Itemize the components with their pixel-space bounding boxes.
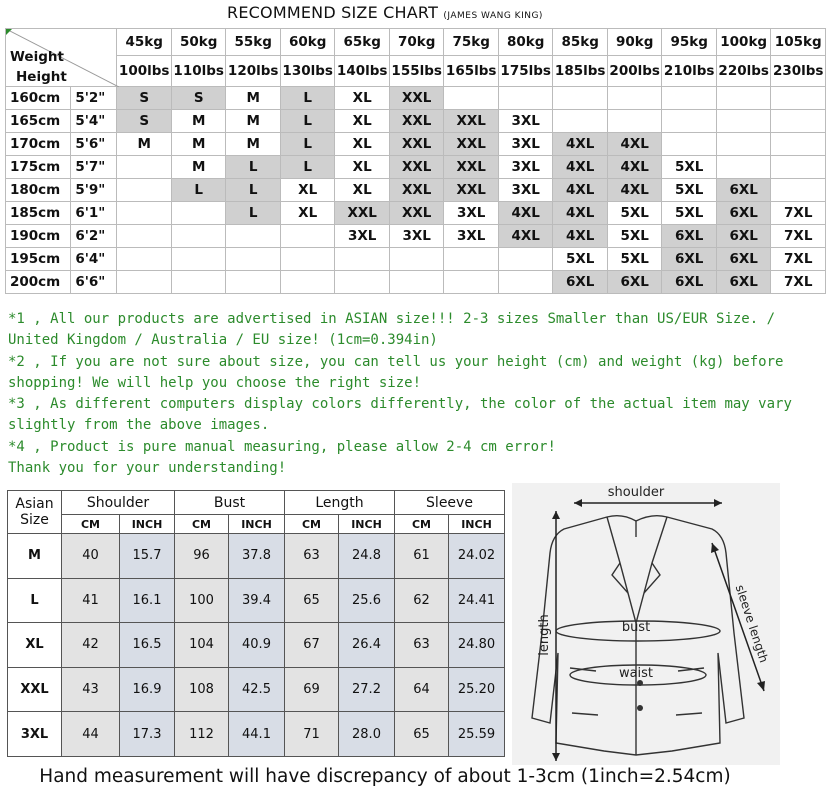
size-label: Size (20, 512, 49, 528)
size-cell: XL (335, 110, 390, 133)
size-label-cell: XXL (8, 667, 62, 712)
size-cell (389, 248, 444, 271)
table-row (6, 248, 826, 271)
cm-value-cell: 108 (175, 667, 229, 712)
unit-inch-header: INCH (339, 515, 395, 534)
height-ft-cell: 6'6" (71, 271, 117, 294)
inch-value-cell: 24.80 (449, 623, 505, 668)
size-cell: L (280, 156, 335, 179)
inch-value-cell: 25.6 (339, 578, 395, 623)
weight-kg-header: 100kg (716, 29, 771, 56)
size-cell: 5XL (607, 225, 662, 248)
size-cell: 4XL (553, 225, 608, 248)
size-cell: XL (280, 202, 335, 225)
size-cell: 4XL (498, 202, 553, 225)
weight-lbs-header: 230lbs (771, 56, 826, 87)
size-cell: 7XL (771, 225, 826, 248)
inch-value-cell: 44.1 (229, 712, 285, 757)
size-cell: M (226, 87, 281, 110)
size-cell: XL (335, 179, 390, 202)
size-cell: 3XL (335, 225, 390, 248)
size-cell: 5XL (662, 202, 717, 225)
size-cell: 6XL (553, 271, 608, 294)
size-cell: XL (335, 87, 390, 110)
size-cell: M (171, 156, 226, 179)
weight-lbs-header: 120lbs (226, 56, 281, 87)
table-row (6, 133, 826, 156)
cm-value-cell: 69 (285, 667, 339, 712)
note-line: Thank you for your understanding! (8, 460, 287, 477)
height-cm-cell: 165cm (6, 110, 71, 133)
asian-label: Asian (15, 496, 54, 512)
table-row (6, 110, 826, 133)
size-cell: L (171, 179, 226, 202)
size-label-cell: XL (8, 623, 62, 668)
cm-value-cell: 63 (395, 623, 449, 668)
weight-lbs-header: 185lbs (553, 56, 608, 87)
size-cell: XXL (444, 133, 499, 156)
unit-cm-header: CM (285, 515, 339, 534)
size-cell: 6XL (716, 248, 771, 271)
cm-value-cell: 43 (62, 667, 120, 712)
size-cell (171, 271, 226, 294)
size-cell (607, 87, 662, 110)
height-ft-cell: 5'9" (71, 179, 117, 202)
cm-value-cell: 63 (285, 534, 339, 579)
weight-kg-header: 75kg (444, 29, 499, 56)
size-cell (498, 271, 553, 294)
inch-value-cell: 16.1 (120, 578, 175, 623)
cm-value-cell: 67 (285, 623, 339, 668)
size-cell: 5XL (607, 248, 662, 271)
size-cell: 4XL (607, 156, 662, 179)
cm-value-cell: 62 (395, 578, 449, 623)
weight-kg-header: 105kg (771, 29, 826, 56)
table-row (6, 179, 826, 202)
inch-value-cell: 17.3 (120, 712, 175, 757)
table-row (8, 667, 505, 712)
size-cell: 3XL (444, 225, 499, 248)
measurement-table (7, 490, 505, 757)
size-cell: XXL (444, 179, 499, 202)
size-cell (771, 87, 826, 110)
table-row (8, 578, 505, 623)
weight-kg-header: 55kg (226, 29, 281, 56)
cm-value-cell: 61 (395, 534, 449, 579)
size-cell (117, 156, 172, 179)
weight-lbs-header: 155lbs (389, 56, 444, 87)
table-row (8, 534, 505, 579)
height-cm-cell: 195cm (6, 248, 71, 271)
inch-value-cell: 24.8 (339, 534, 395, 579)
size-cell: 4XL (607, 133, 662, 156)
shoulder-text: shoulder (607, 485, 665, 500)
size-cell (280, 225, 335, 248)
cm-value-cell: 112 (175, 712, 229, 757)
size-cell (771, 156, 826, 179)
unit-cm-header: CM (175, 515, 229, 534)
size-cell: L (226, 202, 281, 225)
weight-label: Weight (10, 49, 64, 65)
size-cell: XXL (389, 179, 444, 202)
size-cell: 5XL (662, 156, 717, 179)
size-cell: XXL (389, 133, 444, 156)
weight-kg-header: 90kg (607, 29, 662, 56)
inch-value-cell: 40.9 (229, 623, 285, 668)
height-ft-cell: 5'2" (71, 87, 117, 110)
inch-value-cell: 37.8 (229, 534, 285, 579)
inch-value-cell: 16.9 (120, 667, 175, 712)
asian-size-header (8, 491, 62, 534)
size-cell (117, 271, 172, 294)
sleeve-text: sleeve length (732, 583, 771, 665)
size-cell: 4XL (553, 133, 608, 156)
size-cell: S (171, 87, 226, 110)
inch-value-cell: 25.59 (449, 712, 505, 757)
size-cell: 4XL (553, 202, 608, 225)
size-cell: 4XL (553, 179, 608, 202)
bust-text: bust (621, 620, 651, 635)
table-row (6, 225, 826, 248)
inch-value-cell: 27.2 (339, 667, 395, 712)
weight-lbs-header: 140lbs (335, 56, 390, 87)
table-row (6, 271, 826, 294)
size-cell: 3XL (444, 202, 499, 225)
size-cell (280, 271, 335, 294)
size-cell: 6XL (716, 202, 771, 225)
size-cell (117, 202, 172, 225)
page-title (0, 0, 770, 26)
unit-inch-header: INCH (449, 515, 505, 534)
size-cell: XXL (444, 110, 499, 133)
note-line: *1 , All our products are advertised in ASIAN size!!! 2-3 sizes Smaller than US/EUR Size. / United Kingdom / Australia / EU size! (1cm=0.394in) (8, 311, 776, 349)
size-cell (716, 156, 771, 179)
title-brand: (JAMES WANG KING) (443, 11, 543, 21)
size-cell: M (171, 110, 226, 133)
size-cell: 5XL (553, 248, 608, 271)
size-cell: XXL (444, 156, 499, 179)
weight-lbs-header: 110lbs (171, 56, 226, 87)
weight-kg-header: 80kg (498, 29, 553, 56)
size-cell: S (117, 110, 172, 133)
size-cell: XL (280, 179, 335, 202)
height-cm-cell: 160cm (6, 87, 71, 110)
height-cm-cell: 175cm (6, 156, 71, 179)
weight-lbs-header: 200lbs (607, 56, 662, 87)
size-cell (607, 110, 662, 133)
height-ft-cell: 5'6" (71, 133, 117, 156)
height-cm-cell: 185cm (6, 202, 71, 225)
note-line: *4 , Product is pure manual measuring, please allow 2-4 cm error! (8, 438, 556, 455)
size-cell: 3XL (498, 156, 553, 179)
size-cell: L (280, 110, 335, 133)
unit-inch-header: INCH (229, 515, 285, 534)
size-cell (117, 225, 172, 248)
size-cell (444, 248, 499, 271)
size-cell (117, 179, 172, 202)
sleeve-header: Sleeve (395, 491, 505, 515)
cm-value-cell: 64 (395, 667, 449, 712)
cm-value-cell: 65 (395, 712, 449, 757)
size-cell (716, 110, 771, 133)
size-cell: 3XL (498, 133, 553, 156)
weight-lbs-header: 130lbs (280, 56, 335, 87)
inch-value-cell: 42.5 (229, 667, 285, 712)
cm-value-cell: 40 (62, 534, 120, 579)
note-line: *2 , If you are not sure about size, you can tell us your height (cm) and weight (kg) before shopping! We will help you choose the right size! (8, 353, 784, 391)
length-header: Length (285, 491, 395, 515)
weight-lbs-header: 220lbs (716, 56, 771, 87)
size-cell (280, 248, 335, 271)
size-label-cell: M (8, 534, 62, 579)
weight-lbs-header: 175lbs (498, 56, 553, 87)
size-cell: 6XL (716, 179, 771, 202)
cm-value-cell: 44 (62, 712, 120, 757)
size-cell: L (226, 156, 281, 179)
weight-kg-header: 65kg (335, 29, 390, 56)
size-cell (553, 87, 608, 110)
inch-value-cell: 16.5 (120, 623, 175, 668)
size-cell: 6XL (662, 271, 717, 294)
size-cell: XXL (335, 202, 390, 225)
size-cell: L (280, 87, 335, 110)
size-cell: 5XL (662, 179, 717, 202)
size-cell (716, 133, 771, 156)
height-ft-cell: 5'4" (71, 110, 117, 133)
waist-text: waist (618, 666, 654, 681)
size-cell: L (226, 179, 281, 202)
unit-cm-header: CM (62, 515, 120, 534)
size-cell (226, 225, 281, 248)
size-cell: L (280, 133, 335, 156)
weight-kg-header: 85kg (553, 29, 608, 56)
inch-value-cell: 24.41 (449, 578, 505, 623)
weight-lbs-header: 210lbs (662, 56, 717, 87)
table-row (6, 87, 826, 110)
unit-cm-header: CM (395, 515, 449, 534)
size-cell (389, 271, 444, 294)
height-cm-cell: 190cm (6, 225, 71, 248)
size-cell: 3XL (498, 179, 553, 202)
weight-kg-header: 50kg (171, 29, 226, 56)
size-cell (662, 133, 717, 156)
shoulder-header: Shoulder (62, 491, 175, 515)
length-text: length (537, 614, 552, 656)
footer-note: Hand measurement will have discrepancy of about 1-3cm (1inch=2.54cm) (39, 766, 731, 787)
size-cell: 6XL (662, 225, 717, 248)
size-cell: M (226, 110, 281, 133)
size-cell (716, 87, 771, 110)
size-cell: M (171, 133, 226, 156)
size-label-cell: L (8, 578, 62, 623)
height-ft-cell: 6'4" (71, 248, 117, 271)
size-cell: XL (335, 133, 390, 156)
weight-kg-header: 60kg (280, 29, 335, 56)
size-cell (498, 248, 553, 271)
size-cell: 7XL (771, 271, 826, 294)
size-cell: 5XL (607, 202, 662, 225)
size-cell (553, 110, 608, 133)
size-cell (226, 271, 281, 294)
cm-value-cell: 104 (175, 623, 229, 668)
cm-value-cell: 96 (175, 534, 229, 579)
size-cell: XL (335, 156, 390, 179)
size-cell (444, 87, 499, 110)
size-cell (771, 179, 826, 202)
size-cell: M (117, 133, 172, 156)
weight-lbs-header: 100lbs (117, 56, 172, 87)
size-cell: 3XL (389, 225, 444, 248)
table-row (6, 156, 826, 179)
bust-header: Bust (175, 491, 285, 515)
size-cell: 6XL (716, 225, 771, 248)
notes-block (8, 309, 820, 479)
inch-value-cell: 15.7 (120, 534, 175, 579)
cm-value-cell: 100 (175, 578, 229, 623)
note-line: *3 , As different computers display colors differently, the color of the actual item may vary slightly from the above images. (8, 396, 792, 434)
table-row (8, 623, 505, 668)
size-cell (117, 248, 172, 271)
cm-value-cell: 71 (285, 712, 339, 757)
size-cell: M (226, 133, 281, 156)
size-cell: XXL (389, 202, 444, 225)
height-ft-cell: 5'7" (71, 156, 117, 179)
cm-value-cell: 41 (62, 578, 120, 623)
inch-value-cell: 25.20 (449, 667, 505, 712)
size-cell (444, 271, 499, 294)
weight-lbs-header: 165lbs (444, 56, 499, 87)
size-cell: 6XL (662, 248, 717, 271)
jacket-drawing (512, 483, 780, 765)
cm-value-cell: 65 (285, 578, 339, 623)
size-cell: 6XL (607, 271, 662, 294)
size-cell (771, 110, 826, 133)
jacket-diagram (512, 483, 780, 765)
unit-inch-header: INCH (120, 515, 175, 534)
size-cell (335, 248, 390, 271)
size-cell: 4XL (553, 156, 608, 179)
height-label: Height (16, 69, 67, 85)
table-row (8, 712, 505, 757)
weight-kg-header: 95kg (662, 29, 717, 56)
table-row (6, 202, 826, 225)
size-cell: 4XL (498, 225, 553, 248)
weight-kg-header: 70kg (389, 29, 444, 56)
size-cell: S (117, 87, 172, 110)
size-cell: XXL (389, 156, 444, 179)
size-cell: 7XL (771, 202, 826, 225)
size-cell (171, 202, 226, 225)
size-cell: XXL (389, 110, 444, 133)
height-cm-cell: 200cm (6, 271, 71, 294)
size-cell: 7XL (771, 248, 826, 271)
size-label-cell: 3XL (8, 712, 62, 757)
size-cell (335, 271, 390, 294)
size-cell (771, 133, 826, 156)
size-cell (498, 87, 553, 110)
size-cell (662, 110, 717, 133)
size-cell: 4XL (607, 179, 662, 202)
inch-value-cell: 28.0 (339, 712, 395, 757)
title-text: RECOMMEND SIZE CHART (227, 3, 439, 22)
height-cm-cell: 170cm (6, 133, 71, 156)
size-cell: 6XL (716, 271, 771, 294)
inch-value-cell: 39.4 (229, 578, 285, 623)
cm-value-cell: 42 (62, 623, 120, 668)
recommend-size-table (5, 28, 826, 294)
inch-value-cell: 26.4 (339, 623, 395, 668)
weight-kg-header: 45kg (117, 29, 172, 56)
size-cell (171, 225, 226, 248)
height-cm-cell: 180cm (6, 179, 71, 202)
size-cell (662, 87, 717, 110)
table-corner-cell (6, 29, 117, 87)
height-ft-cell: 6'1" (71, 202, 117, 225)
inch-value-cell: 24.02 (449, 534, 505, 579)
size-cell (171, 248, 226, 271)
size-cell: XXL (389, 87, 444, 110)
size-cell (226, 248, 281, 271)
height-ft-cell: 6'2" (71, 225, 117, 248)
size-cell: 3XL (498, 110, 553, 133)
